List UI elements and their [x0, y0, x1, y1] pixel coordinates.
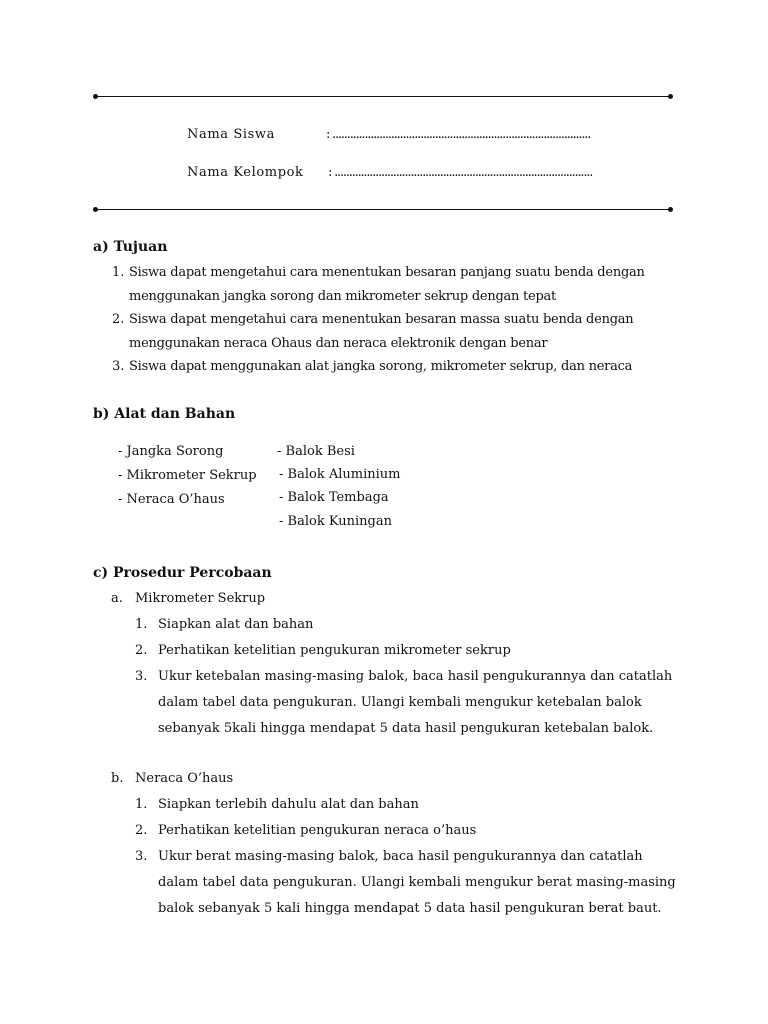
- step-number: 1.: [135, 617, 148, 632]
- step-text: balok sebanyak 5 kali hingga mendapat 5 data hasil pengukuran berat baut.: [158, 901, 662, 916]
- step-text: Ukur ketebalan masing-masing balok, baca hasil pengukurannya dan catatlah: [158, 669, 673, 684]
- alat-item: - Neraca O’haus: [118, 492, 225, 507]
- step-text: Perhatikan ketelitian pengukuran neraca o’haus: [158, 823, 477, 838]
- list-item-text: Siswa dapat mengetahui cara menentukan besaran massa suatu benda dengan: [129, 312, 634, 327]
- step-number: 3.: [135, 669, 148, 684]
- step-text: dalam tabel data pengukuran. Ulangi kembali mengukur berat masing-masing: [158, 875, 676, 890]
- step-text: dalam tabel data pengukuran. Ulangi kembali mengukur ketebalan balok: [158, 695, 642, 710]
- step-text: sebanyak 5kali hingga mendapat 5 data hasil pengukuran ketebalan balok.: [158, 721, 654, 736]
- divider-endpoint: [93, 207, 98, 212]
- bahan-item: - Balok Aluminium: [279, 467, 401, 482]
- prosedur-heading: c) Prosedur Percobaan: [93, 565, 272, 581]
- sublist-title: Neraca O’haus: [135, 771, 234, 786]
- nama-siswa-label: Nama Siswa: [187, 127, 275, 142]
- step-number: 2.: [135, 823, 148, 838]
- alat-item: - Jangka Sorong: [118, 444, 224, 459]
- divider-endpoint: [668, 94, 673, 99]
- sublist-label: b.: [111, 771, 124, 786]
- step-text: Ukur berat masing-masing balok, baca hasil pengukurannya dan catatlah: [158, 849, 643, 864]
- bahan-item: - Balok Besi: [277, 444, 355, 459]
- list-item-text: menggunakan neraca Ohaus dan neraca elektronik dengan benar: [129, 336, 548, 351]
- divider-endpoint: [668, 207, 673, 212]
- step-text: Siapkan terlebih dahulu alat dan bahan: [158, 797, 419, 812]
- alat-item: - Mikrometer Sekrup: [118, 468, 257, 483]
- step-text: Siapkan alat dan bahan: [158, 617, 314, 632]
- bahan-item: - Balok Tembaga: [279, 490, 389, 505]
- list-item-text: menggunakan jangka sorong dan mikrometer sekrup dengan tepat: [129, 289, 556, 304]
- nama-siswa-field[interactable]: : ........................................................................................: [326, 127, 591, 142]
- nama-kelompok-field[interactable]: : ........................................................................................: [328, 165, 593, 180]
- step-number: 1.: [135, 797, 148, 812]
- sublist-label: a.: [111, 591, 123, 606]
- sublist-title: Mikrometer Sekrup: [135, 591, 266, 606]
- list-item-text: Siswa dapat menggunakan alat jangka sorong, mikrometer sekrup, dan neraca: [129, 359, 633, 374]
- step-number: 3.: [135, 849, 148, 864]
- step-text: Perhatikan ketelitian pengukuran mikrometer sekrup: [158, 643, 511, 658]
- divider-endpoint: [93, 94, 98, 99]
- top-divider: [95, 96, 671, 97]
- list-item-number: 1.: [112, 265, 125, 280]
- nama-kelompok-label: Nama Kelompok: [187, 165, 304, 180]
- list-item-number: 3.: [112, 359, 125, 374]
- bahan-item: - Balok Kuningan: [279, 514, 392, 529]
- tujuan-heading: a) Tujuan: [93, 239, 168, 255]
- list-item-text: Siswa dapat mengetahui cara menentukan besaran panjang suatu benda dengan: [129, 265, 645, 280]
- step-number: 2.: [135, 643, 148, 658]
- bottom-divider: [95, 209, 671, 210]
- list-item-number: 2.: [112, 312, 125, 327]
- alat-bahan-heading: b) Alat dan Bahan: [93, 406, 236, 422]
